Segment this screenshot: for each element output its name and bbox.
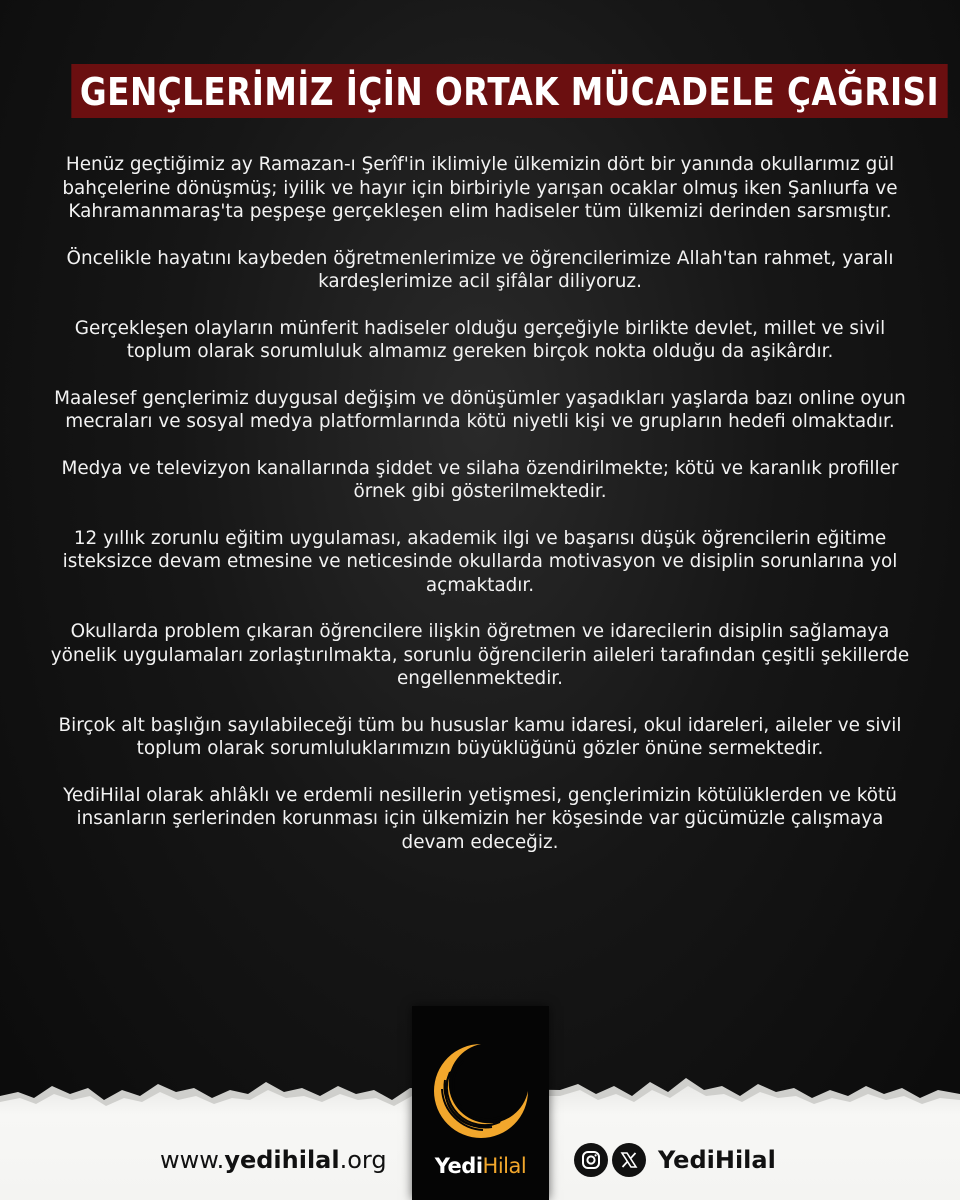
paragraph-8: Birçok alt başlığın sayılabileceği tüm bu hususlar kamu idaresi, okul idareleri, aileler ve sivil toplum olarak sorumluluklarımızın büyüklüğünü gözler önüne sermektedir.: [58, 714, 902, 759]
social-handle[interactable]: YediHilal: [658, 1146, 776, 1174]
website-prefix: www.: [160, 1146, 225, 1174]
logo-word-hilal: Hilal: [482, 1154, 527, 1178]
logo-word-yedi: Yedi: [434, 1154, 483, 1178]
paragraph-6: 12 yıllık zorunlu eğitim uygulaması, akademik ilgi ve başarısı düşük öğrencilerin eğitime isteksizce devam etmesine ve neticesinde okullarda motivasyon ve disiplin sorunlarına yol açmaktadır.: [62, 527, 898, 596]
yedihilal-logo: [412, 1006, 549, 1200]
logo-wordmark: [412, 1154, 549, 1178]
website-domain: yedihilal: [224, 1146, 340, 1174]
website-suffix: .org: [339, 1146, 387, 1174]
statement-body: [50, 153, 910, 877]
paragraph-2: Öncelikle hayatını kaybeden öğretmenlerimize ve öğrencilerimize Allah'tan rahmet, yaralı kardeşlerimize acil şifâlar diliyoruz.: [66, 247, 894, 292]
paragraph-4: Maalesef gençlerimiz duygusal değişim ve dönüşümler yaşadıkları yaşlarda bazı online oyun mecraları ve sosyal medya platformlarında kötü niyetli kişi ve grupların hedefi olmaktadır.: [54, 387, 906, 432]
website-link[interactable]: [160, 1146, 387, 1174]
title-container: [0, 64, 960, 118]
crescent-logo-icon: [426, 1036, 536, 1146]
paragraph-5: Medya ve televizyon kanallarında şiddet ve silaha özendirilmekte; kötü ve karanlık profiller örnek gibi gösterilmektedir.: [61, 457, 899, 502]
paragraph-9: YediHilal olarak ahlâklı ve erdemli nesillerin yetişmesi, gençlerimizin kötülüklerden ve kötü insanların şerlerinden korunması için ülkemizin her köşesinde var gücümüzle çalışmaya devam edeceğiz.: [63, 784, 897, 853]
paragraph-1: Henüz geçtiğimiz ay Ramazan-ı Şerîf'in iklimiyle ülkemizin dört bir yanında okullarımız gül bahçelerine dönüşmüş; iyilik ve hayır için birbiriyle yarışan ocaklar olmuş iken Şanlıurfa ve Kahramanmaraş'ta peşpeşe gerçekleşen elim hadiseler tüm ülkemizi derinden sarsmıştır.: [62, 154, 898, 222]
x-icon[interactable]: [612, 1143, 646, 1177]
paragraph-3: Gerçekleşen olayların münferit hadiseler olduğu gerçeğiyle birlikte devlet, millet ve sivil toplum olarak sorumluluk almamız gereken birçok nokta olduğu da aşikârdır.: [74, 317, 886, 362]
social-links: [574, 1142, 776, 1178]
paragraph-7: Okullarda problem çıkaran öğrencilere ilişkin öğretmen ve idarecilerin disiplin sağlamaya yönelik uygulamaları zorlaştırılmakta, sorunlu öğrencilerin aileleri tarafından çeşitli şekillerde engellenmektedir.: [50, 621, 910, 689]
page-title: GENÇLERİMİZ İÇİN ORTAK MÜCADELE ÇAĞRISI: [71, 64, 947, 118]
instagram-icon[interactable]: [574, 1143, 608, 1177]
